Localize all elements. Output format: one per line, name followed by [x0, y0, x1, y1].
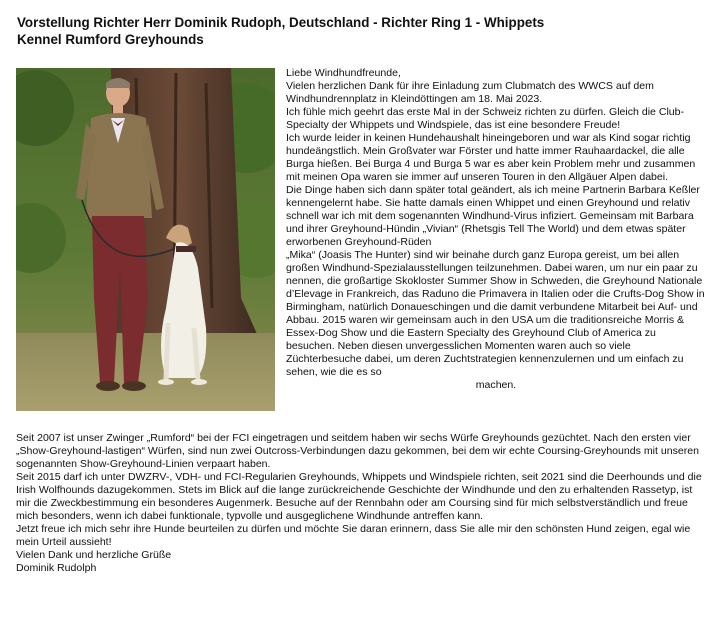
- signature: Dominik Rudolph: [16, 562, 97, 574]
- letter-column: [286, 67, 706, 392]
- paragraph-kennel: Seit 2007 ist unser Zwinger „Rumford“ bei der FCI eingetragen und seitdem haben wir sechs Würfe Greyhounds gezüchtet. Nach den ersten vier „Show-Greyhound-lastigen“ Würfen, sind nun zwei Outcross-Verbindungen dazu gekommen, bei dem wir echte Coursing-Greyhounds mit unseren sogenannten Show-Greyhound-Linien verpaart haben.: [16, 432, 699, 470]
- title-line-1: Vorstellung Richter Herr Dominik Rudoph, Deutschland - Richter Ring 1 - Whippets: [17, 15, 545, 30]
- title-line-2: Kennel Rumford Greyhounds: [17, 32, 204, 47]
- paragraph-partner: Die Dinge haben sich dann später total geändert, als ich meine Partnerin Barbara Keßler kennengelernt habe. Sie hatte damals einen Whippet und einen Greyhound und relativ schnell war ich mit dem sogenannten Windhund-Virus infiziert. Gemeinsam mit Barbara und ihrer Greyhound-Hündin „Vivian“ (Rhetsgis Tell The World) und dem etwas später erworbenen Greyhound-Rüden: [286, 184, 700, 248]
- paragraph-honored: Ich fühle mich geehrt das erste Mal in der Schweiz richten zu dürfen. Gleich die Club-Specialty der Whippets und Windspiele, das ist eine besondere Freude!: [286, 106, 685, 131]
- judge-with-whippet-photo: [16, 68, 275, 411]
- paragraph-outlook: Jetzt freue ich mich sehr ihre Hunde beurteilen zu dürfen und möchte Sie daran erinnern, dass Sie alle mir den schönsten Hund zeigen, egal wie mein Urteil aussieht!: [16, 523, 691, 548]
- closing: Vielen Dank und herzliche Grüße: [16, 549, 172, 561]
- paragraph-childhood: Ich wurde leider in keinen Hundehaushalt hineingeboren und war als Kind sogar richtig hundeängstlich. Mein Großvater war Förster und hatte immer Rauhaardackel, die alle Burga hießen. Bei Burga 4 und Burga 5 war es aber kein Problem mehr und zusammen mit meinen Opa waren sie immer auf unseren Touren in den Allgäuer Alpen dabei.: [286, 132, 696, 183]
- paragraph-thanks: Vielen herzlichen Dank für ihre Einladung zum Clubmatch des WWCS auf dem Windhundrennplatz in Kleindöttingen am 18. Mai 2023.: [286, 80, 654, 105]
- photo-illustration: [16, 68, 275, 411]
- page-title: [17, 14, 707, 48]
- letter-bottom: [16, 432, 706, 575]
- paragraph-judging: Seit 2015 darf ich unter DWZRV-, VDH- und FCI-Regularien Greyhounds, Whippets und Windspiele richten, seit 2021 sind die Deerhounds und die Irish Wolfhounds dazugekommen. Stets im Blick auf die lange zurückreichende Geschichte der Windhunde und den zu erhaltenden Rassetyp, ist mir die Zweckbestimmung ein besonderes Augenmerk. Besuche auf der Rennbahn oder am Coursing sind für mich selbstverständlich und freue mich besonders, wenn ich dabei funktionale, typvolle und ausgeglichene Windhunde antreffen kann.: [16, 471, 702, 522]
- paragraph-travels: „Mika“ (Joasis The Hunter) sind wir beinahe durch ganz Europa gereist, um bei allen großen Windhund-Spezialausstellungen teilzunehmen. Dabei waren, um nur ein paar zu nennen, die großartige Skokloster Summer Show in Schweden, die Greyhound Nationale d’Elevage in Frankreich, das Raduno die Primavera in Italien oder die Crufts-Dog Show in Birmingham, natürlich Donaueschingen und die damit verbundene Mitarbeit bei Auf- und Abbau. 2015 waren wir gemeinsam auch in den USA um die traditionsreiche Morris & Essex-Dog Show und die Eastern Specialty des Greyhound Club of America zu besuchen. Neben diesen unvergesslichen Momenten waren auch so viele Züchterbesuche dabei, um deren Zuchtstrategien kennenzulernen und um einfach zu sehen, wie die es so: [286, 249, 705, 378]
- greeting: Liebe Windhundfreunde,: [286, 67, 401, 79]
- paragraph-travels-end: machen.: [475, 379, 517, 391]
